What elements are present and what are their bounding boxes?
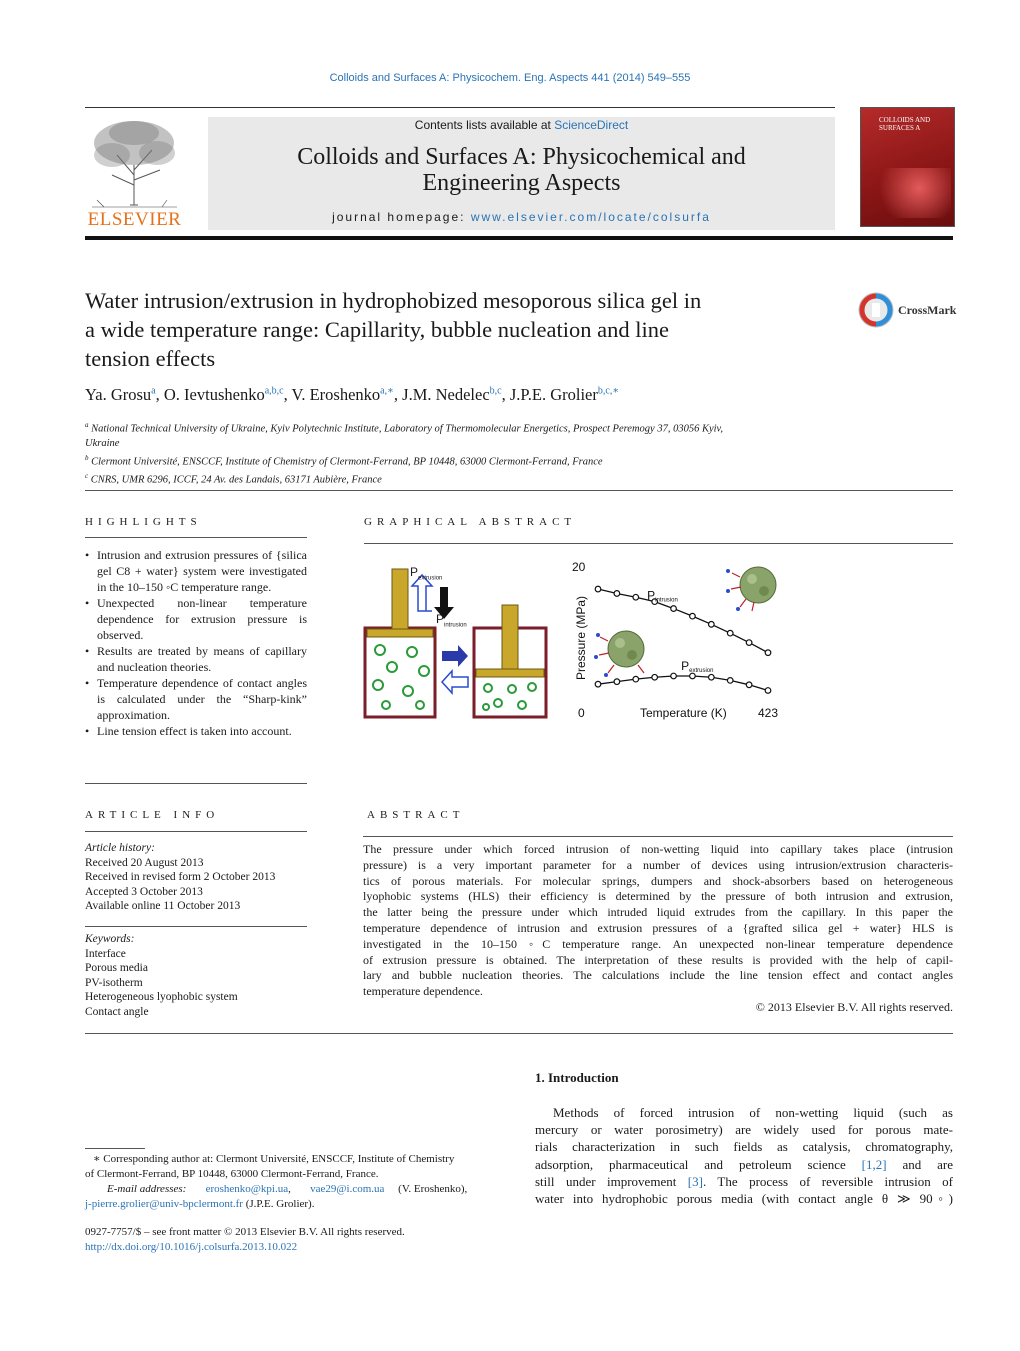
email-link[interactable]: vae29@i.com.ua (310, 1183, 385, 1195)
pressure-temperature-chart (568, 555, 788, 725)
crossmark-label: CrossMark (898, 303, 957, 317)
copyright: © 2013 Elsevier B.V. All rights reserved. (755, 999, 953, 1014)
author: Ya. Grosu (85, 385, 152, 404)
piston-schematic (362, 555, 562, 725)
series-label-sub: extrusion (689, 667, 714, 674)
homepage-link[interactable]: www.elsevier.com/locate/colsurfa (470, 210, 711, 224)
highlights-heading: HIGHLIGHTS (85, 516, 202, 528)
data-point (671, 606, 677, 612)
cover-title: COLLOIDS AND SURFACES A (879, 116, 931, 132)
journal-header-box (208, 117, 835, 230)
journal-homepage: journal homepage: www.elsevier.com/locate/colsurfa (332, 210, 711, 224)
crossmark-icon (857, 291, 895, 329)
list-item: • Results are treated by means of capillary and nucleation theories. (85, 643, 307, 675)
doi-link[interactable]: http://dx.doi.org/10.1016/j.colsurfa.2013.10.022 (85, 1241, 298, 1253)
x-tick-label: 423 (758, 706, 779, 720)
y-axis-label: Pressure (MPa) (574, 595, 588, 680)
publisher-name: ELSEVIER (87, 209, 182, 230)
p-extrusion-label: $P_{extrusion}$ (410, 565, 443, 582)
keywords: Keywords: Interface Porous media PV-isotherm Heterogeneous lyophobic system Contact angle (85, 933, 238, 1018)
abstract-heading: ABSTRACT (367, 809, 465, 821)
data-point (690, 613, 696, 619)
data-point (727, 678, 733, 684)
contents-line: Contents lists available at ScienceDirect (414, 118, 629, 132)
data-point (690, 673, 696, 679)
abstract-text: The pressure under which forced intrusion of non-wetting liquid into capillary takes place (intrusion pressure) is a very important parameter for a number of devices using intrusion/extrusion characteris- tics of porous materials. For molecular springs, dumpers and shock-absorbers based on heterogeneous lyophobic systems (HLS) their efficiency is determined by the pressure of both intrusion and extrusion, the latter being the pressure under which intruded liquid extrudes from the capillary. In this paper the temperature dependence of intrusion and extrusion pressures of a {grafted silica gel + water} HLS is investigated in the 10–150 ◦C temperature range. An unexpected non-linear temperature dependence of extrusion pressure is obtained. The interpretation of these results is provided with the help of capil- lary and bubble nucleation theories. The calculations include the line tension effect and contact angles temperature dependence. © 2013 Elsevier B.V. All rights reserved. (363, 842, 953, 1014)
author: J.M. Nedelec (402, 385, 490, 404)
data-point (765, 650, 771, 656)
series-label-main: P (681, 658, 690, 673)
data-point (595, 681, 601, 687)
list-item: • Line tension effect is taken into account. (85, 723, 307, 739)
x-axis-label: Temperature (K) (640, 706, 727, 720)
data-point (765, 688, 771, 694)
series-label (647, 589, 678, 604)
corresponding-author-note: ∗ Corresponding author at: Clermont Université, ENSCCF, Institute of Chemistry of Clermont-Ferrand, BP 10448, 63000 Clermont-Ferrand, France. E-mail addresses: eroshenko@kpi.ua, vae29@i.com.ua (V. Eroshenko), j-pierre.grolier@univ-bpclermont.fr (J.P.E. Grolier). (85, 1153, 468, 1210)
journal-citation[interactable]: Colloids and Surfaces A: Physicochem. Eng. Aspects 441 (2014) 549–555 (329, 72, 691, 84)
author: O. Ievtushenko (163, 385, 265, 404)
elsevier-tree-icon (82, 115, 187, 210)
series-line (598, 676, 768, 690)
list-item: • Intrusion and extrusion pressures of {silica gel C8 + water} system were investigated in the 10–150 ◦C temperature range. (85, 547, 307, 595)
sciencedirect-link[interactable]: ScienceDirect (554, 118, 629, 132)
article-info-heading: ARTICLE INFO (85, 809, 220, 821)
author-list: Ya. Grosu$^a$, O. Ievtushenko$^{a,b,c}$, V. Eroshenko$^{a,∗}$, J.M. Nedelec$^{b,c}$, J.P.E. Grolier$^{b,c,∗}$ (85, 385, 620, 404)
author: V. Eroshenko (291, 385, 381, 404)
series-label-sub: intrusion (655, 597, 678, 604)
list-item: • Unexpected non-linear temperature dependence for extrusion pressure is observed. (85, 595, 307, 643)
silica-particle-icon (726, 567, 776, 611)
graphical-abstract-figure (362, 555, 792, 725)
journal-cover[interactable] (860, 107, 955, 227)
issn-line: 0927-7757/$ – see front matter © 2013 Elsevier B.V. All rights reserved. (85, 1226, 405, 1238)
y-tick-label: 20 (572, 560, 586, 574)
introduction-text: Methods of forced intrusion of non-wetting liquid (such as mercury or water porosimetry) are widely used for porous mate- rials characterization in such fields as catalysis, chromatography, adsorption, pharmaceutical and petroleum science [1,2] and are still under improvement [3]. The process of reversible intrusion of water into hydrophobic porous media (with contact angle θ ≫ 90◦) (535, 1105, 953, 1207)
email-link[interactable]: eroshenko@kpi.ua (205, 1183, 289, 1195)
data-point (709, 622, 715, 628)
data-point (727, 630, 733, 636)
data-point (614, 679, 620, 685)
journal-title: Colloids and Surfaces A: Physicochemical and Engineering Aspects (297, 144, 746, 196)
data-point (614, 591, 620, 597)
series-label-main: P (647, 588, 656, 603)
crossmark-badge[interactable] (857, 291, 957, 329)
email-link[interactable]: j-pierre.grolier@univ-bpclermont.fr (85, 1198, 243, 1210)
list-item: • Temperature dependence of contact angles is calculated under the “Sharp-kink” approximation. (85, 675, 307, 723)
data-point (746, 682, 752, 688)
graphical-abstract-heading: GRAPHICAL ABSTRACT (364, 516, 577, 528)
article-title: Water intrusion/extrusion in hydrophobized mesoporous silica gel in a wide temperature range: Capillarity, bubble nucleation and line tension effects (85, 288, 702, 371)
p-intrusion-label: $P_{intrusion}$ (436, 612, 467, 629)
article-history: Article history: Received 20 August 2013 Received in revised form 2 October 2013 Accepted 3 October 2013 Available online 11 October 2013 (85, 842, 276, 913)
data-point (633, 594, 639, 600)
data-point (671, 673, 677, 679)
citation-link[interactable]: [3] (687, 1173, 703, 1189)
highlights-list (85, 547, 307, 739)
series-label (681, 659, 713, 674)
data-point (709, 674, 715, 680)
affiliations: $^a$ National Technical University of Ukraine, Kyiv Polytechnic Institute, Laboratory of Thermomolecular Energetics, Prospect Peremogy 37, 03056 Kyiv, Ukraine $^b$ Clermont Université, ENSCCF, Institute of Chemistry of Clermont-Ferrand, BP 10448, 63000 Clermont-Ferrand, France $^c$ CNRS, UMR 6296, ICCF, 24 Av. des Landais, 63171 Aubière, France (85, 421, 724, 486)
author: J.P.E. Grolier (509, 385, 598, 404)
data-point (652, 674, 658, 680)
data-point (746, 640, 752, 646)
citation-link[interactable]: [1,2] (861, 1156, 887, 1172)
data-point (633, 676, 639, 682)
elsevier-logo[interactable] (82, 115, 187, 230)
data-point (595, 586, 601, 592)
silica-particle-icon (594, 631, 644, 677)
section-heading-introduction: 1. Introduction (535, 1070, 619, 1085)
x-tick-label: 0 (578, 706, 585, 720)
